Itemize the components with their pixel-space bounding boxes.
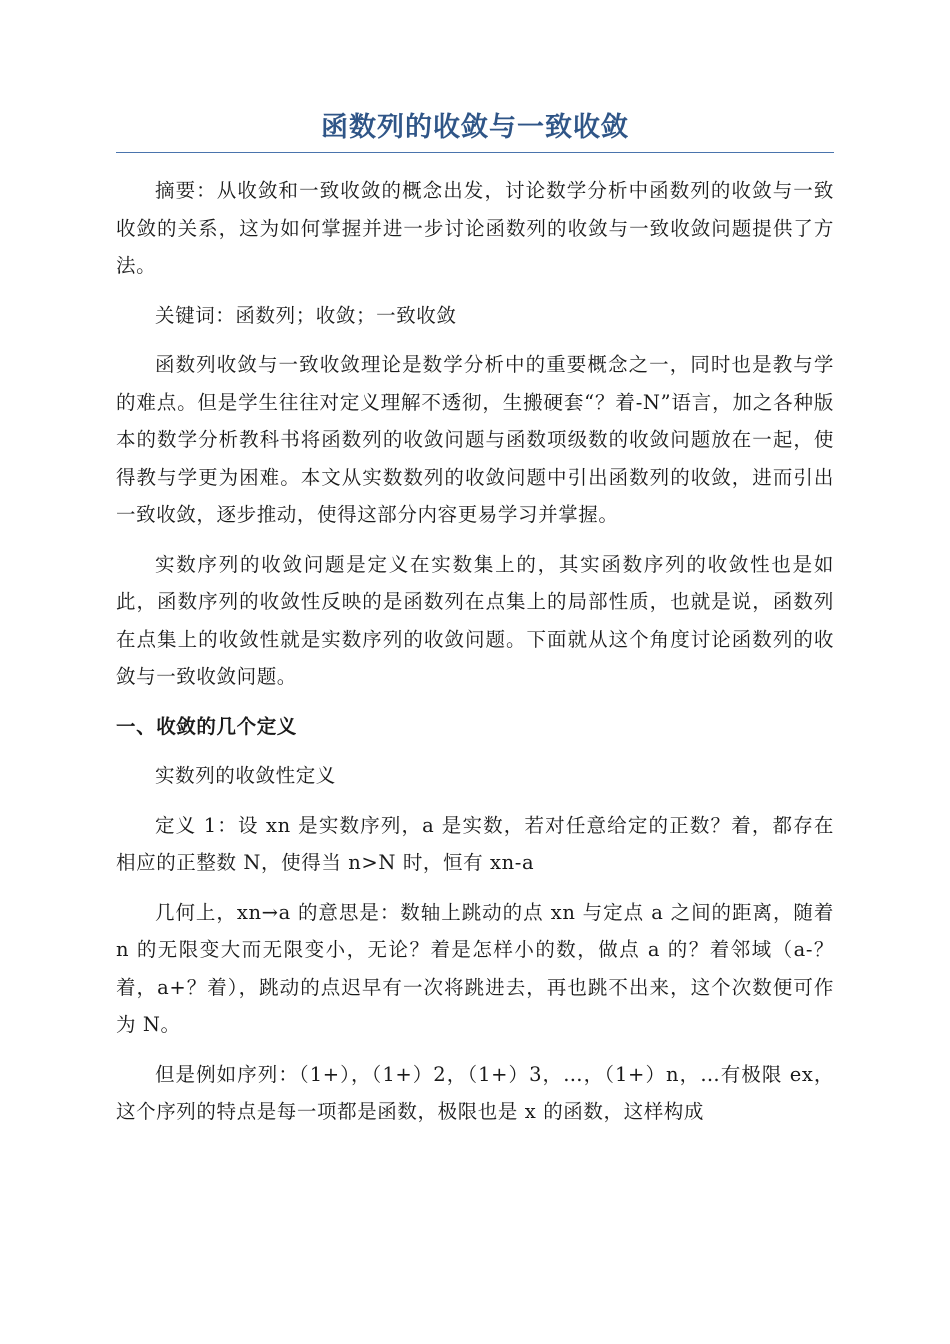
keywords-paragraph: 关键词：函数列；收敛；一致收敛	[155, 303, 457, 327]
section-heading-1: 一、收敛的几个定义	[116, 714, 297, 738]
intro-paragraph: 函数列收敛与一致收敛理论是数学分析中的重要概念之一，同时也是教与学的难点。但是学生往往对定义理解不透彻，生搬硬套“？着-N”语言，加之各种版本的数学分析教科书将函数列的收敛问题与函数项级数的收敛问题放在一起，使得教与学更为困难。本文从实数数列的收敛问题中引出函数列的收敛，进而引出一致收敛，逐步推动，使得这部分内容更易学习并掌握。	[116, 353, 834, 526]
definition-1-paragraph: 定义 1：设 xn 是实数序列，a 是实数，若对任意给定的正数？着，都存在相应的正整数 N，使得当 n>N 时，恒有 xn-a	[116, 813, 834, 874]
example-paragraph: 但是例如序列：（1+），（1+）2，（1+）3，…，（1+）n，…有极限 ex，这个序列的特点是每一项都是函数，极限也是 x 的函数，这样构成	[116, 1062, 834, 1123]
subsection-title: 实数列的收敛性定义	[155, 764, 336, 787]
geometric-meaning-paragraph: 几何上，xn→a 的意思是：数轴上跳动的点 xn 与定点 a 之间的距离，随着 n 的无限变大而无限变小，无论？着是怎样小的数，做点 a 的？着邻域（a-？着，a+？着），跳动的点迟早有一次将跳进去，再也跳不出来，这个次数便可作为 N。	[116, 900, 834, 1036]
document-title: 函数列的收敛与一致收敛	[116, 108, 834, 153]
abstract-paragraph: 摘要：从收敛和一致收敛的概念出发，讨论数学分析中函数列的收敛与一致收敛的关系，这为如何掌握并进一步讨论函数列的收敛与一致收敛问题提供了方法。	[116, 179, 834, 277]
body-paragraph-2: 实数序列的收敛问题是定义在实数集上的，其实函数序列的收敛性也是如此，函数序列的收敛性反映的是函数列在点集上的局部性质，也就是说，函数列在点集上的收敛性就是实数序列的收敛问题。下面就从这个角度讨论函数列的收敛与一致收敛问题。	[116, 552, 834, 688]
document-page	[116, 108, 834, 1131]
